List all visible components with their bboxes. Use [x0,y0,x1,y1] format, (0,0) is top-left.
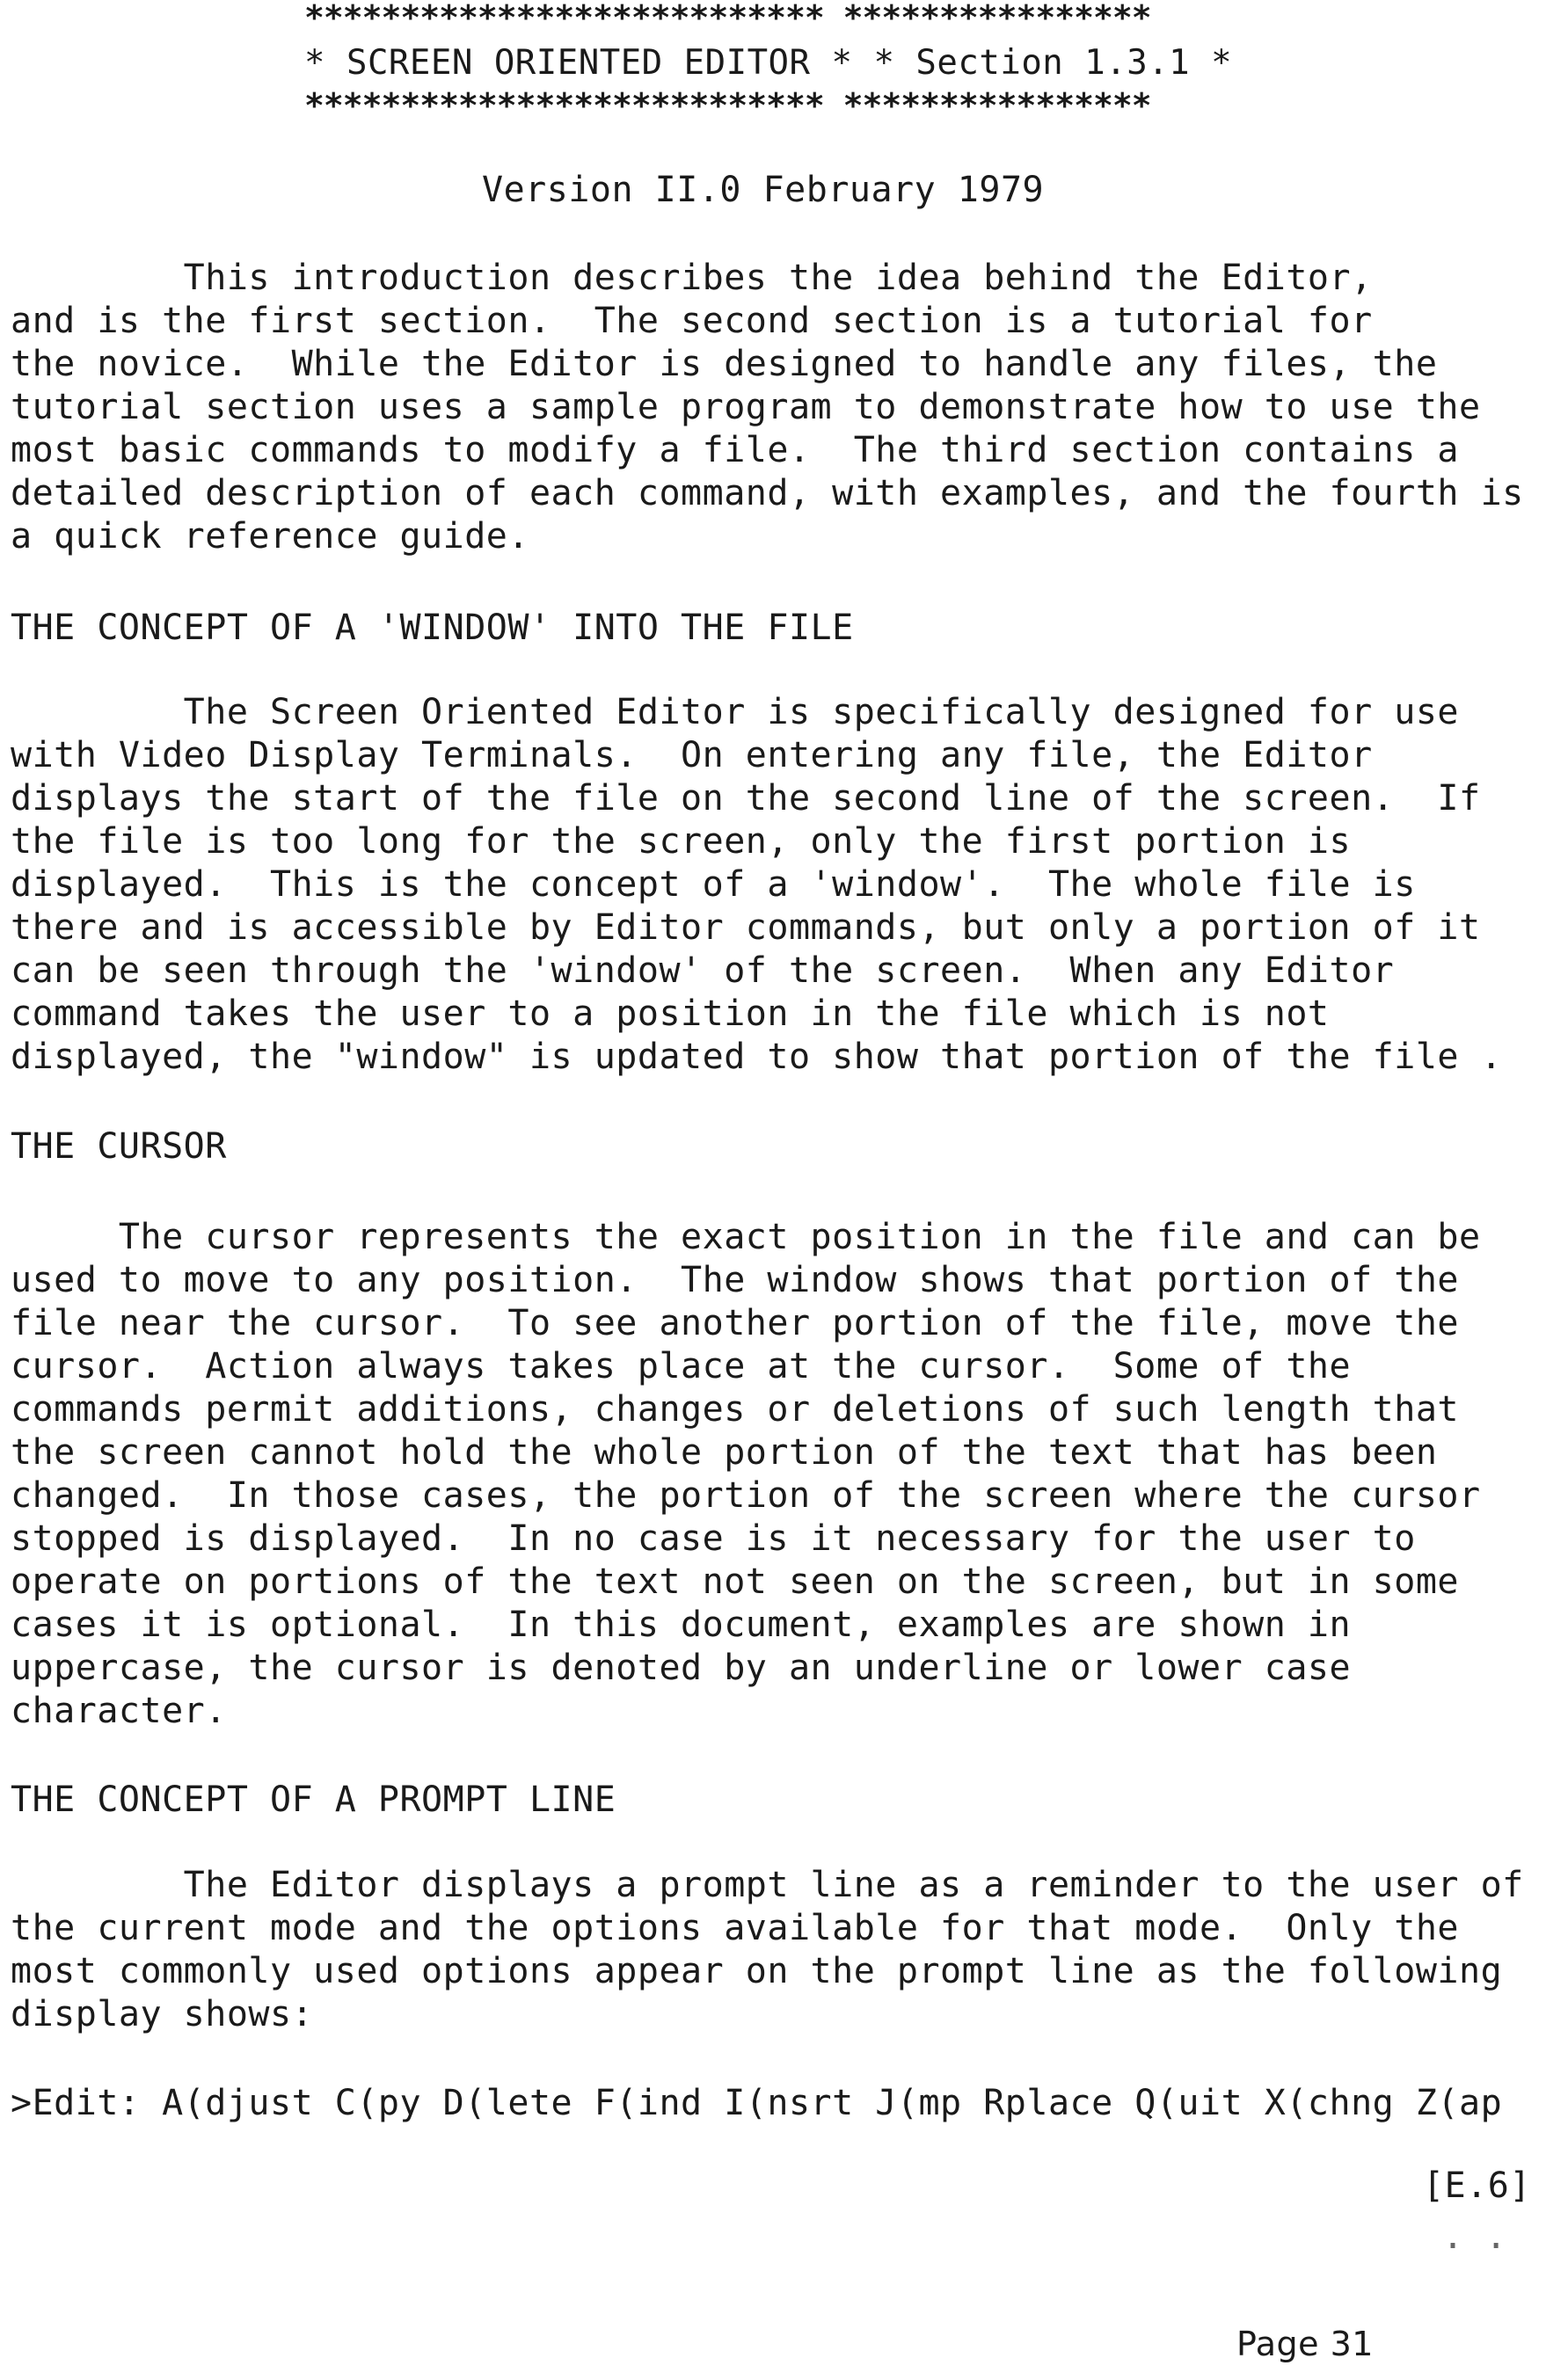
header-stars-top: *************************** **************** [304,0,1151,37]
text-line: The cursor represents the exact position in the file and can be [11,1217,1481,1257]
text-line: and is the first section. The second section is a tutorial for [11,301,1373,341]
text-line: command takes the user to a position in the file which is not [11,993,1330,1034]
text-line: commands permit additions, changes or deletions of such length that [11,1389,1459,1430]
text-line: The Editor displays a prompt line as a reminder to the user of [11,1865,1524,1905]
text-line: can be seen through the 'window' of the screen. When any Editor [11,950,1395,991]
document-title: * SCREEN ORIENTED EDITOR * * Section 1.3.1 * [304,43,1233,83]
text-line: used to move to any position. The window shows that portion of the [11,1260,1459,1300]
text-line: the novice. While the Editor is designed to handle any files, the [11,344,1438,384]
version-line: Version II.0 February 1979 [482,170,1045,210]
page-number: Page 31 [1236,2325,1374,2363]
text-line: detailed description of each command, with examples, and the fourth is [11,473,1524,513]
text-line: most basic commands to modify a file. The third section contains a [11,430,1459,470]
text-line: changed. In those cases, the portion of the screen where the cursor [11,1475,1481,1516]
text-line: a quick reference guide. [11,516,529,557]
text-line: The Screen Oriented Editor is specifically designed for use [11,692,1459,732]
text-line: the file is too long for the screen, only the first portion is [11,821,1352,862]
text-line: with Video Display Terminals. On entering any file, the Editor [11,735,1373,775]
text-line: cursor. Action always takes place at the cursor. Some of the [11,1346,1352,1387]
text-line: displays the start of the file on the second line of the screen. If [11,778,1481,819]
text-line: file near the cursor. To see another portion of the file, move the [11,1303,1459,1343]
text-line: the current mode and the options available for that mode. Only the [11,1908,1459,1948]
reference-code: [E.6] [1423,2165,1531,2206]
text-line: most commonly used options appear on the prompt line as the following [11,1951,1503,1991]
section-heading-window: THE CONCEPT OF A 'WINDOW' INTO THE FILE [11,608,854,648]
text-line: tutorial section uses a sample program to demonstrate how to use the [11,387,1481,427]
stray-dots: . . [1442,2216,1507,2257]
prompt-line-example: >Edit: A(djust C(py D(lete F(ind I(nsrt J(mp Rplace Q(uit X(chng Z(ap [11,2083,1503,2123]
section-heading-cursor: THE CURSOR [11,1126,227,1167]
text-line: the screen cannot hold the whole portion of the text that has been [11,1432,1438,1473]
header-stars-bottom: *************************** **************** [304,86,1151,125]
text-line: uppercase, the cursor is denoted by an underline or lower case [11,1648,1352,1688]
text-line: cases it is optional. In this document, examples are shown in [11,1605,1352,1645]
text-line: stopped is displayed. In no case is it necessary for the user to [11,1518,1416,1559]
text-line: there and is accessible by Editor commands, but only a portion of it [11,907,1481,948]
text-line: operate on portions of the text not seen on the screen, but in some [11,1561,1459,1602]
section-heading-prompt: THE CONCEPT OF A PROMPT LINE [11,1780,616,1820]
text-line: This introduction describes the idea behind the Editor, [11,258,1373,298]
text-line: character. [11,1691,227,1731]
text-line: displayed. This is the concept of a 'window'. The whole file is [11,864,1416,905]
text-line: displayed, the "window" is updated to show that portion of the file . [11,1037,1503,1077]
text-line: display shows: [11,1994,314,2034]
